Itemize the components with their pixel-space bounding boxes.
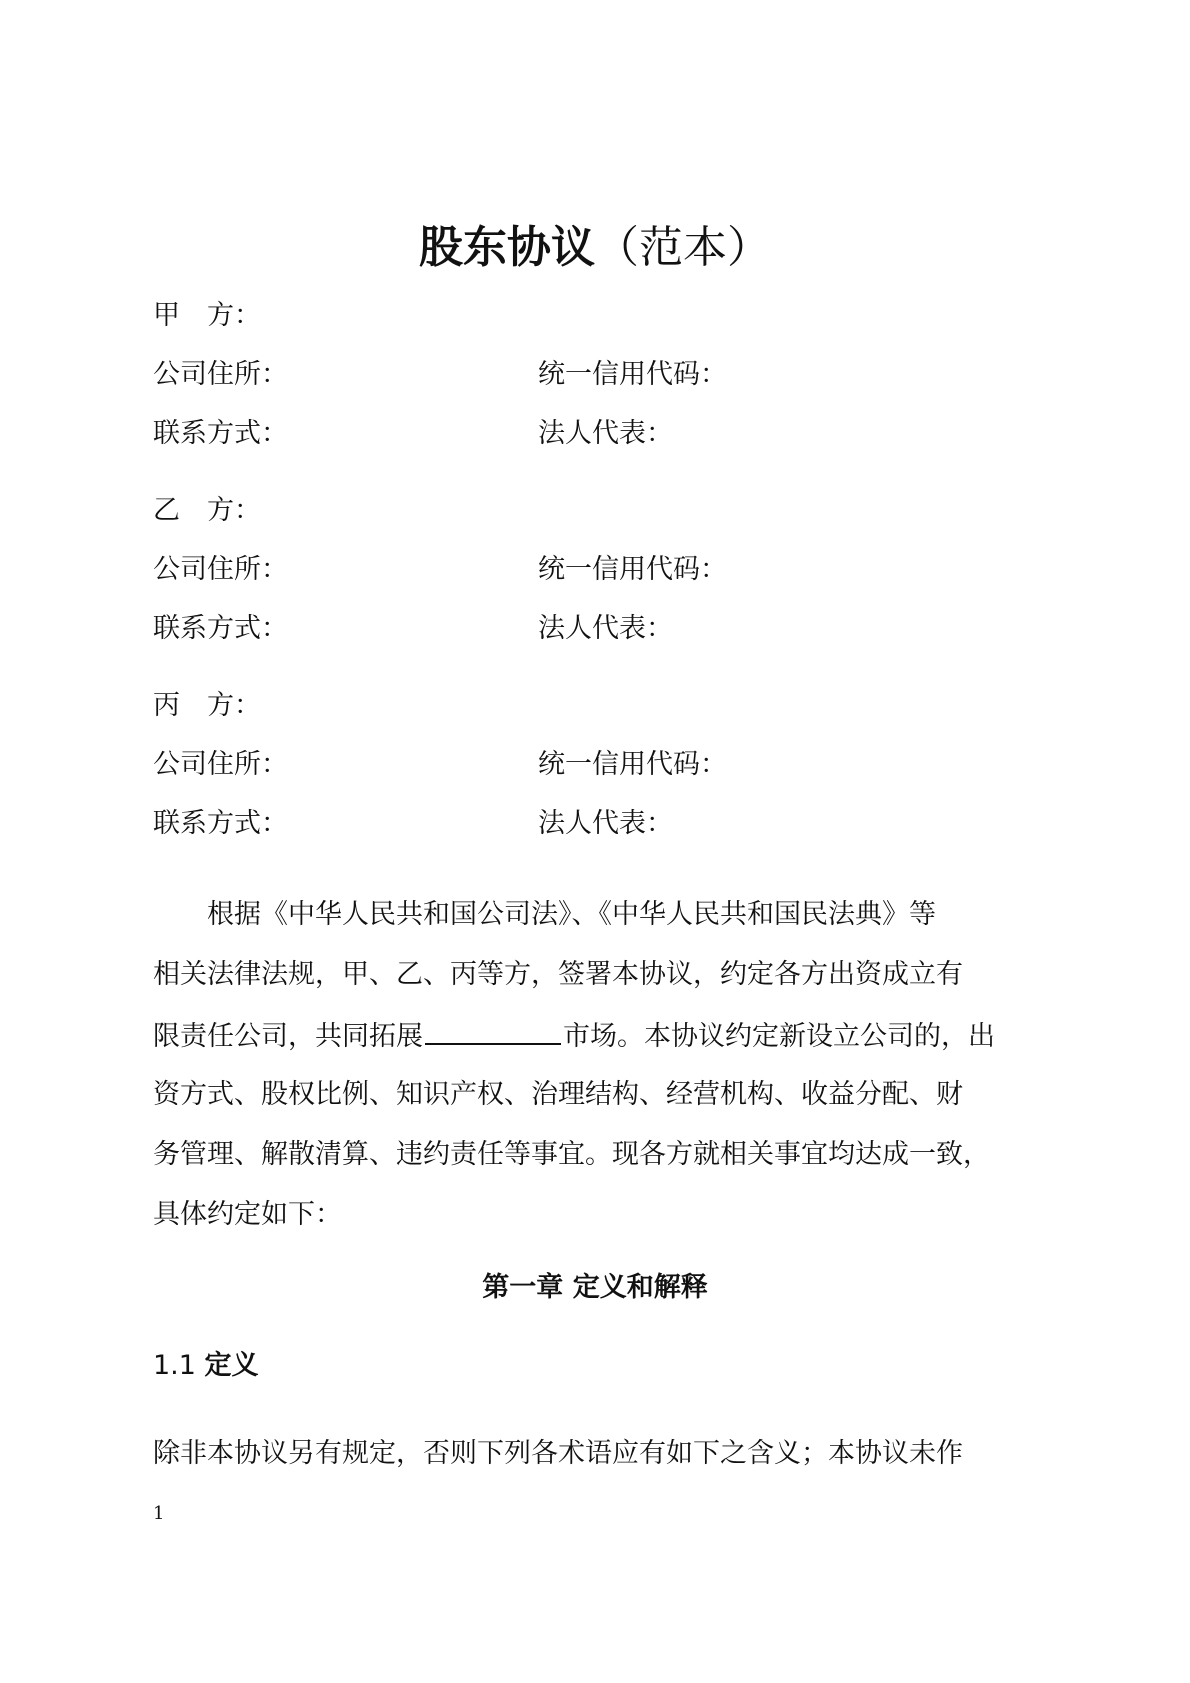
party-b-legal-rep-label: 法人代表： <box>538 613 673 644</box>
intro-line-3-after: 市场。本协议约定新设立公司的，出 <box>563 1021 995 1052</box>
intro-line-3 <box>153 1015 1038 1057</box>
party-b-credit-code-label: 统一信用代码： <box>538 554 727 585</box>
party-c-contact-label: 联系方式： <box>153 808 288 839</box>
party-c-label: 丙 方： <box>153 690 261 721</box>
intro-line-5: 务管理、解散清算、违约责任等事宜。现各方就相关事宜均达成一致， <box>153 1139 990 1170</box>
party-a-label: 甲 方： <box>153 300 261 331</box>
section-label: 定义 <box>204 1350 259 1381</box>
party-a-legal-rep-label: 法人代表： <box>538 418 673 449</box>
party-c-legal-rep-label: 法人代表： <box>538 808 673 839</box>
party-b-contact-label: 联系方式： <box>153 613 288 644</box>
title-sub: （范本） <box>595 222 771 273</box>
intro-line-3-before: 限责任公司，共同拓展 <box>153 1021 423 1052</box>
section-number: 1.1 <box>153 1350 196 1381</box>
definition-text: 除非本协议另有规定，否则下列各术语应有如下之含义；本协议未作 <box>153 1438 963 1469</box>
party-a-contact-label: 联系方式： <box>153 418 288 449</box>
party-b-label: 乙 方： <box>153 495 261 526</box>
intro-line-2: 相关法律法规，甲、乙、丙等方，签署本协议，约定各方出资成立有 <box>153 959 963 990</box>
intro-line-1: 根据《中华人民共和国公司法》、《中华人民共和国民法典》等 <box>153 899 936 930</box>
party-a-credit-code-label: 统一信用代码： <box>538 359 727 390</box>
intro-line-6: 具体约定如下： <box>153 1199 342 1230</box>
party-a-address-label: 公司住所： <box>153 359 288 390</box>
title-main: 股东协议 <box>419 222 595 273</box>
page-number: 1 <box>153 1503 165 1524</box>
document-title <box>0 218 1190 278</box>
party-c-address-label: 公司住所： <box>153 749 288 780</box>
chapter-1-heading: 第一章 定义和解释 <box>482 1272 708 1303</box>
party-c-credit-code-label: 统一信用代码： <box>538 749 727 780</box>
section-1-1-heading <box>153 1346 259 1386</box>
market-blank-field <box>425 1015 561 1045</box>
party-b-address-label: 公司住所： <box>153 554 288 585</box>
intro-line-4: 资方式、股权比例、知识产权、治理结构、经营机构、收益分配、财 <box>153 1079 963 1110</box>
